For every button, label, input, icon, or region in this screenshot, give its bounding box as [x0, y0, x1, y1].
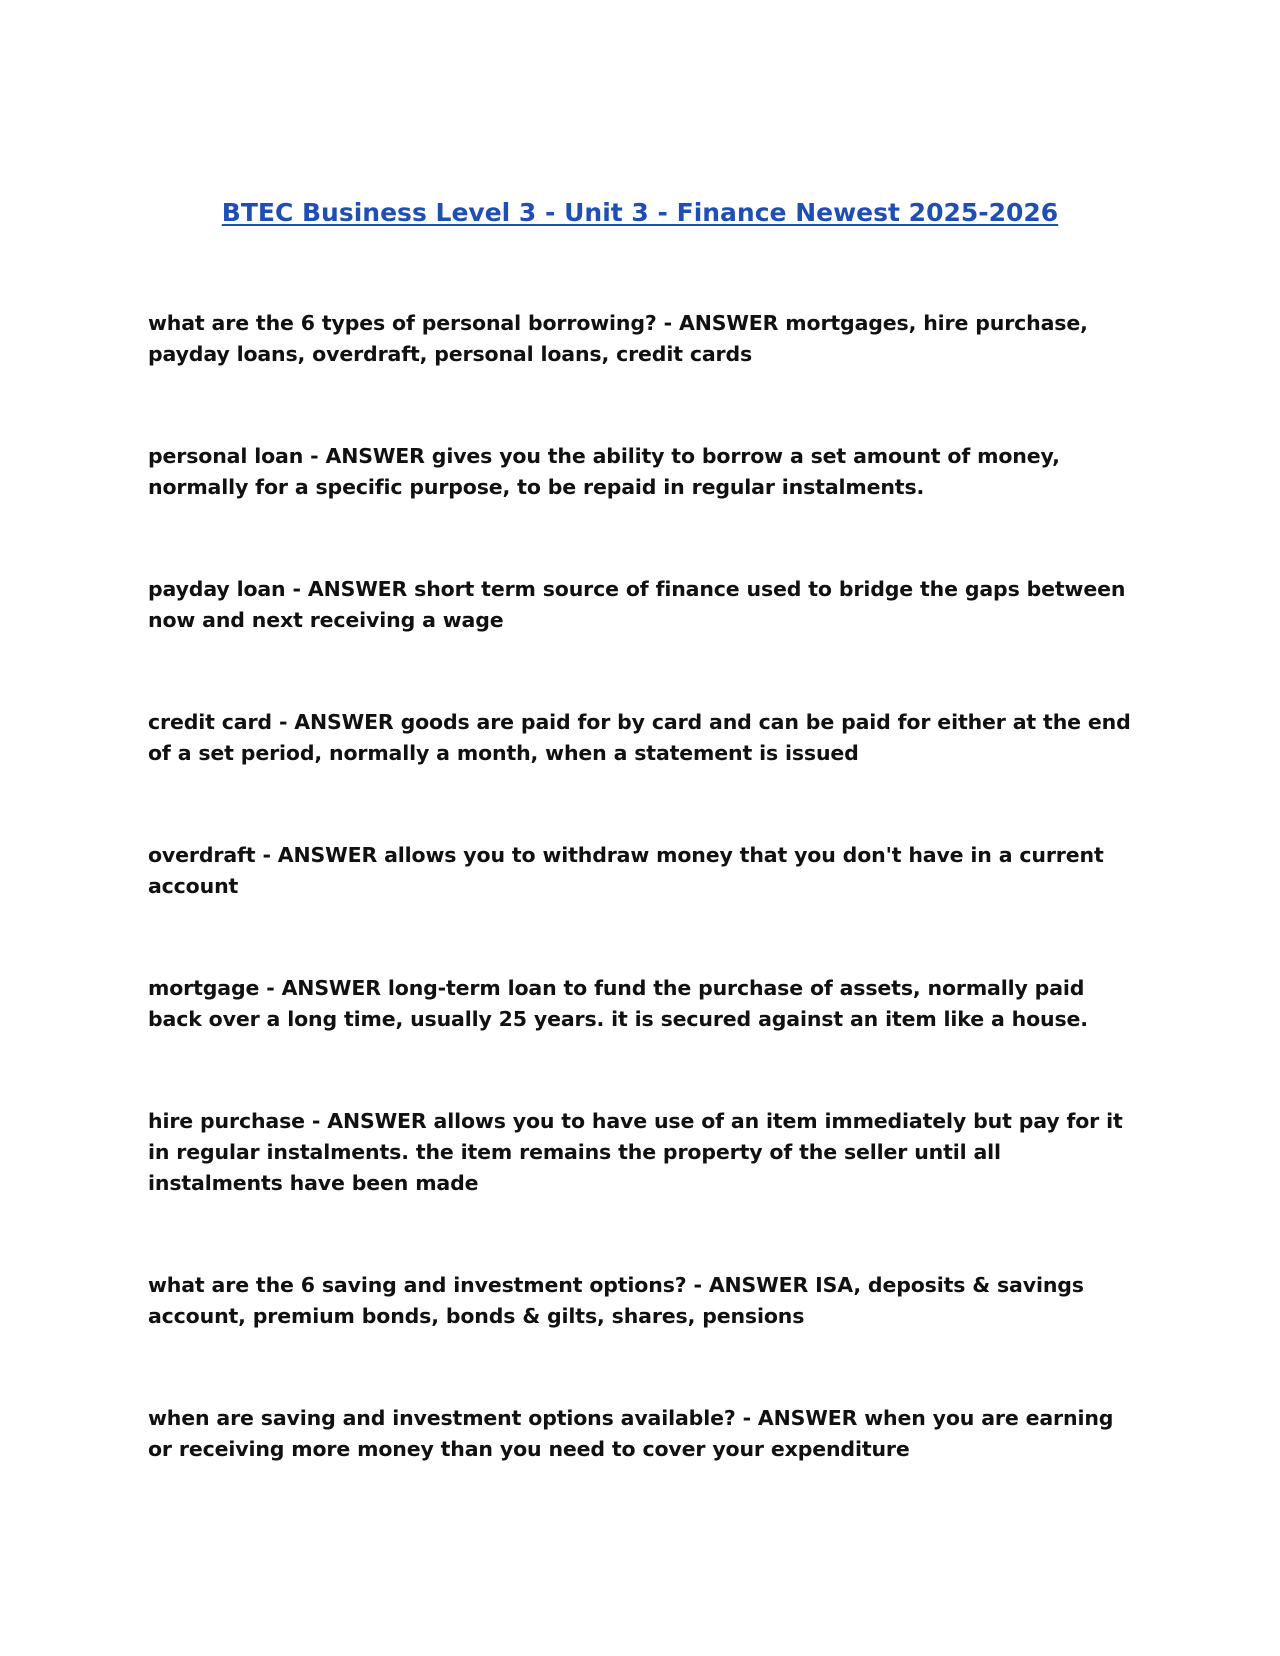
question-text: credit card: [148, 710, 272, 734]
answer-text: when you are earning or receiving more money than you need to cover your expenditure: [148, 1406, 1114, 1461]
qa-item: [148, 308, 1138, 370]
answer-text: goods are paid for by card and can be paid for either at the end of a set period, normally a month, when a statement is issued: [148, 710, 1131, 765]
answer-text: long-term loan to fund the purchase of assets, normally paid back over a long time, usually 25 years. it is secured against an item like a house.: [148, 976, 1088, 1031]
answer-marker: - ANSWER: [266, 976, 381, 1000]
question-text: personal loan: [148, 444, 304, 468]
answer-marker: - ANSWER: [311, 1109, 427, 1133]
answer-marker: - ANSWER: [278, 710, 394, 734]
answer-marker: - ANSWER: [693, 1273, 809, 1297]
answer-marker: - ANSWER: [310, 444, 425, 468]
qa-item: [148, 1270, 1138, 1332]
question-text: overdraft: [148, 843, 256, 867]
qa-item: [148, 1106, 1138, 1199]
qa-item: [148, 441, 1138, 503]
question-text: payday loan: [148, 577, 286, 601]
question-text: mortgage: [148, 976, 260, 1000]
qa-item: [148, 973, 1138, 1035]
question-text: what are the 6 types of personal borrowing?: [148, 311, 657, 335]
document-title: BTEC Business Level 3 - Unit 3 - Finance Newest 2025-2026: [221, 198, 1059, 227]
answer-marker: - ANSWER: [742, 1406, 858, 1430]
answer-text: allows you to withdraw money that you don't have in a current account: [148, 843, 1104, 898]
answer-text: allows you to have use of an item immediately but pay for it in regular instalments. the item remains the property of the seller until all instalments have been made: [148, 1109, 1123, 1195]
answer-text: short term source of finance used to bridge the gaps between now and next receiving a wage: [148, 577, 1126, 632]
answer-text: ISA, deposits & savings account, premium bonds, bonds & gilts, shares, pensions: [148, 1273, 1084, 1328]
question-text: hire purchase: [148, 1109, 305, 1133]
answer-text: gives you the ability to borrow a set amount of money, normally for a specific purpose, to be repaid in regular instalments.: [148, 444, 1060, 499]
qa-item: [148, 574, 1138, 636]
answer-text: mortgages, hire purchase, payday loans, overdraft, personal loans, credit cards: [148, 311, 1088, 366]
qa-item: [148, 1403, 1138, 1465]
question-text: what are the 6 saving and investment options?: [148, 1273, 687, 1297]
question-text: when are saving and investment options available?: [148, 1406, 736, 1430]
qa-item: [148, 840, 1138, 902]
answer-marker: - ANSWER: [292, 577, 408, 601]
answer-marker: - ANSWER: [663, 311, 779, 335]
qa-list: [148, 308, 1138, 1536]
qa-item: [148, 707, 1138, 769]
answer-marker: - ANSWER: [262, 843, 378, 867]
